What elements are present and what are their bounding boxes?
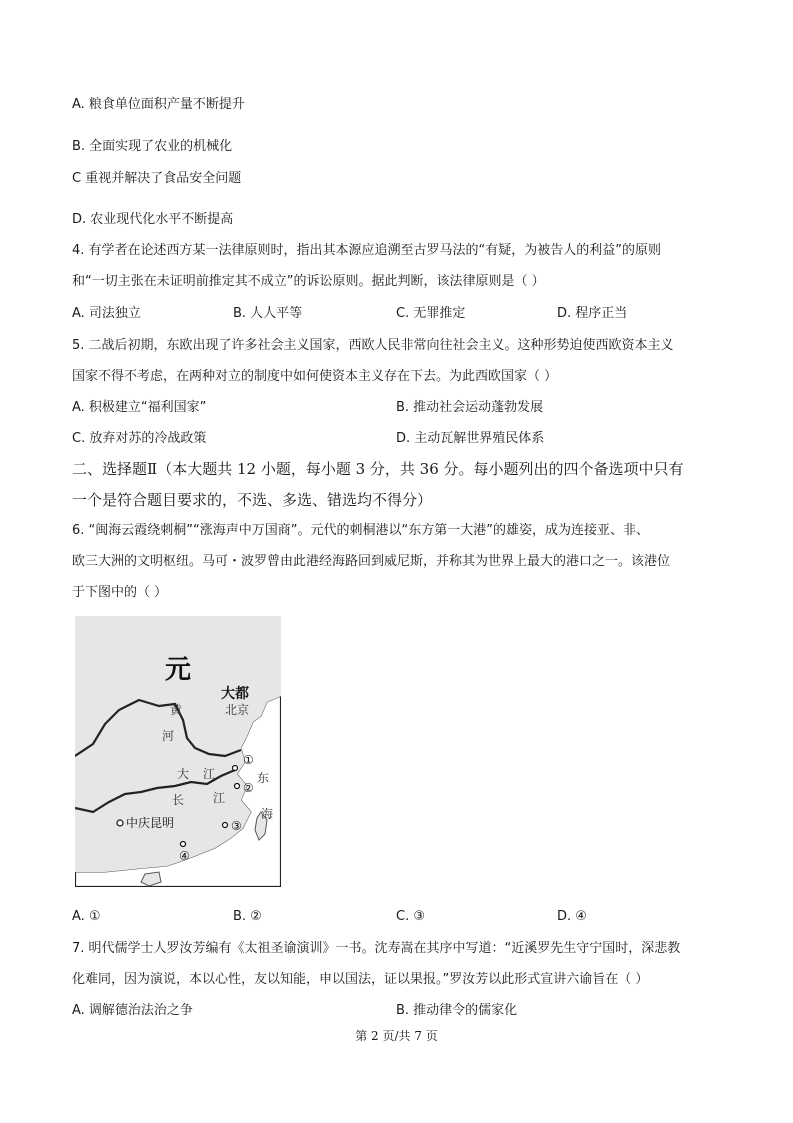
q5-option-b: B. 推动社会运动蓬勃发展 <box>396 400 544 415</box>
map-label-chang: 长 <box>172 793 185 807</box>
marker-1-dot <box>233 766 238 771</box>
page-number: 第 2 页/共 7 页 <box>355 1029 438 1043</box>
q4-option-b: B. 人人平等 <box>233 306 303 321</box>
q7-stem-line1: 7. 明代儒学士人罗汝芳编有《太祖圣谕演训》一书。沈寿嵩在其序中写道：“近溪罗先生守宁国时，深悲教 <box>72 941 681 956</box>
map-label-dong: 东 <box>257 771 270 785</box>
yuan-map <box>75 616 281 887</box>
q7-option-a: A. 调解德治法治之争 <box>72 1003 193 1018</box>
q4-stem-line1: 4. 有学者在论述西方某一法律原则时，指出其本源应追溯至古罗马法的“有疑，为被告人的利益”的原则 <box>72 243 662 258</box>
marker-4-dot <box>181 842 186 847</box>
q6-stem-line2: 欧三大洲的文明枢纽。马可・波罗曾由此港经海路回到威尼斯，并称其为世界上最大的港口之一。该港位 <box>72 554 671 569</box>
q3-option-c: C 重视并解决了食品安全问题 <box>72 171 242 186</box>
q5-stem-line1: 5. 二战后初期，东欧出现了许多社会主义国家，西欧人民非常向往社会主义。这种形势迫使西欧资本主义 <box>72 338 674 353</box>
q3-option-b: B. 全面实现了农业的机械化 <box>72 139 233 154</box>
map-label-jiang-1: 江 <box>203 767 216 781</box>
map-label-capital: 大都 <box>221 686 249 702</box>
marker-1-label: ① <box>243 753 254 767</box>
q5-option-c: C. 放弃对苏的冷战政策 <box>72 431 207 446</box>
q6-option-c: C. ③ <box>396 909 425 924</box>
kunming-marker <box>117 820 123 826</box>
q3-option-d: D. 农业现代化水平不断提高 <box>72 212 234 227</box>
marker-2-dot <box>235 784 240 789</box>
map-label-country: 元 <box>165 655 192 685</box>
q7-option-b: B. 推动律令的儒家化 <box>396 1003 518 1018</box>
q5-option-a: A. 积极建立“福利国家” <box>72 400 207 415</box>
q3-option-a: A. 粮食单位面积产量不断提升 <box>72 97 245 112</box>
marker-3-dot <box>223 823 228 828</box>
marker-2-label: ② <box>243 781 254 795</box>
map-label-capital-modern: 北京 <box>225 703 250 717</box>
q6-option-d: D. ④ <box>557 909 587 924</box>
marker-3-label: ③ <box>231 819 242 833</box>
section-2-header-line1: 二、选择题Ⅱ（本大题共 12 小题，每小题 3 分，共 36 分。每小题列出的四个备选项中只有 <box>72 460 684 478</box>
q4-stem-line2: 和“一切主张在未证明前推定其不成立”的诉讼原则。据此判断，该法律原则是（ ） <box>72 274 545 289</box>
map-label-huang: 黄 <box>170 703 183 717</box>
section-2-header-line2: 一个是符合题目要求的，不选、多选、错选均不得分） <box>72 491 433 509</box>
q6-stem-line3: 于下图中的（ ） <box>72 585 168 600</box>
marker-4-label: ④ <box>179 849 190 863</box>
map-label-hai: 海 <box>261 807 274 821</box>
map-label-jiang-2: 江 <box>213 791 226 805</box>
map-label-kunming: 中庆昆明 <box>126 816 175 830</box>
q6-option-b: B. ② <box>233 909 262 924</box>
map-label-he: 河 <box>162 729 175 743</box>
map-label-da: 大 <box>177 767 190 781</box>
q5-stem-line2: 国家不得不考虑，在两种对立的制度中如何使资本主义存在下去。为此西欧国家（ ） <box>72 369 558 384</box>
q7-stem-line2: 化难同，因为演说，本以心性，友以知能，申以国法，证以果报。”罗汝芳以此形式宣讲六谕旨在（ ） <box>72 972 649 987</box>
q6-stem-line1: 6. “闽海云霞绕刺桐”“涨海声中万国商”。元代的刺桐港以“东方第一大港”的雄姿，成为连接亚、非、 <box>72 523 649 538</box>
q6-option-a: A. ① <box>72 909 101 924</box>
q5-option-d: D. 主动瓦解世界殖民体系 <box>396 431 545 446</box>
q4-option-c: C. 无罪推定 <box>396 306 466 321</box>
q4-option-a: A. 司法独立 <box>72 306 141 321</box>
q4-option-d: D. 程序正当 <box>557 306 628 321</box>
